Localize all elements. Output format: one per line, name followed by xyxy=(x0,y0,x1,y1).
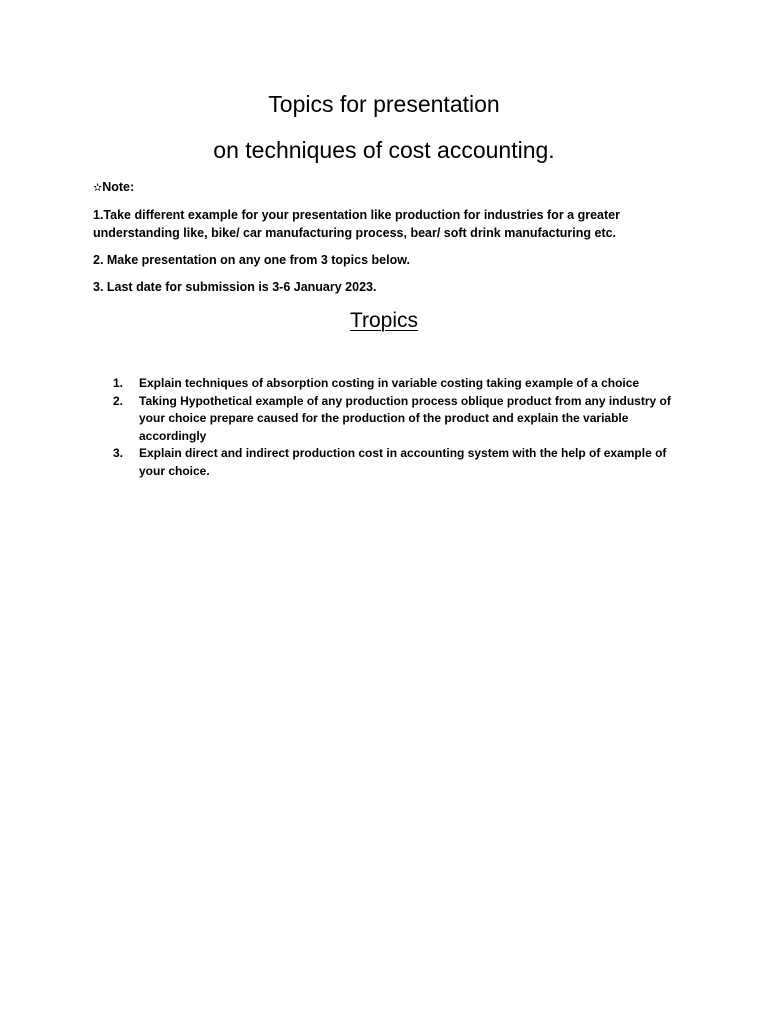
list-item xyxy=(113,393,679,446)
topic-text: Explain techniques of absorption costing in variable costing taking example of a choice xyxy=(139,376,640,390)
topic-number: 3. xyxy=(113,446,124,460)
star-icon: ✫ xyxy=(93,182,103,194)
instruction-1: 1.Take different example for your presentation like production for industries for a greater understanding like, bike/ car manufacturing process, bear/ soft drink manufacturing etc. xyxy=(93,208,620,240)
topics-heading: Tropics xyxy=(349,309,419,332)
topic-number: 2. xyxy=(113,393,124,408)
instruction-2: 2. Make presentation on any one from 3 topics below. xyxy=(93,253,410,267)
topic-number: 1. xyxy=(113,376,124,390)
note-text: Note: xyxy=(102,180,135,194)
list-item xyxy=(113,375,679,393)
topic-text: Explain direct and indirect production cost in accounting system with the help of example of your choice. xyxy=(139,446,667,478)
topics-list xyxy=(113,375,679,480)
title-line-2: on techniques of cost accounting. xyxy=(213,137,555,163)
note-label xyxy=(93,178,693,197)
topic-text: Taking Hypothetical example of any production process oblique product from any industry of your choice prepare caused for the production of the product and explain the variable accordingly xyxy=(139,393,671,443)
instruction-3: 3. Last date for submission is 3-6 January 2023. xyxy=(93,280,377,294)
title-line-1: Topics for presentation xyxy=(268,91,500,117)
list-item xyxy=(113,445,679,480)
